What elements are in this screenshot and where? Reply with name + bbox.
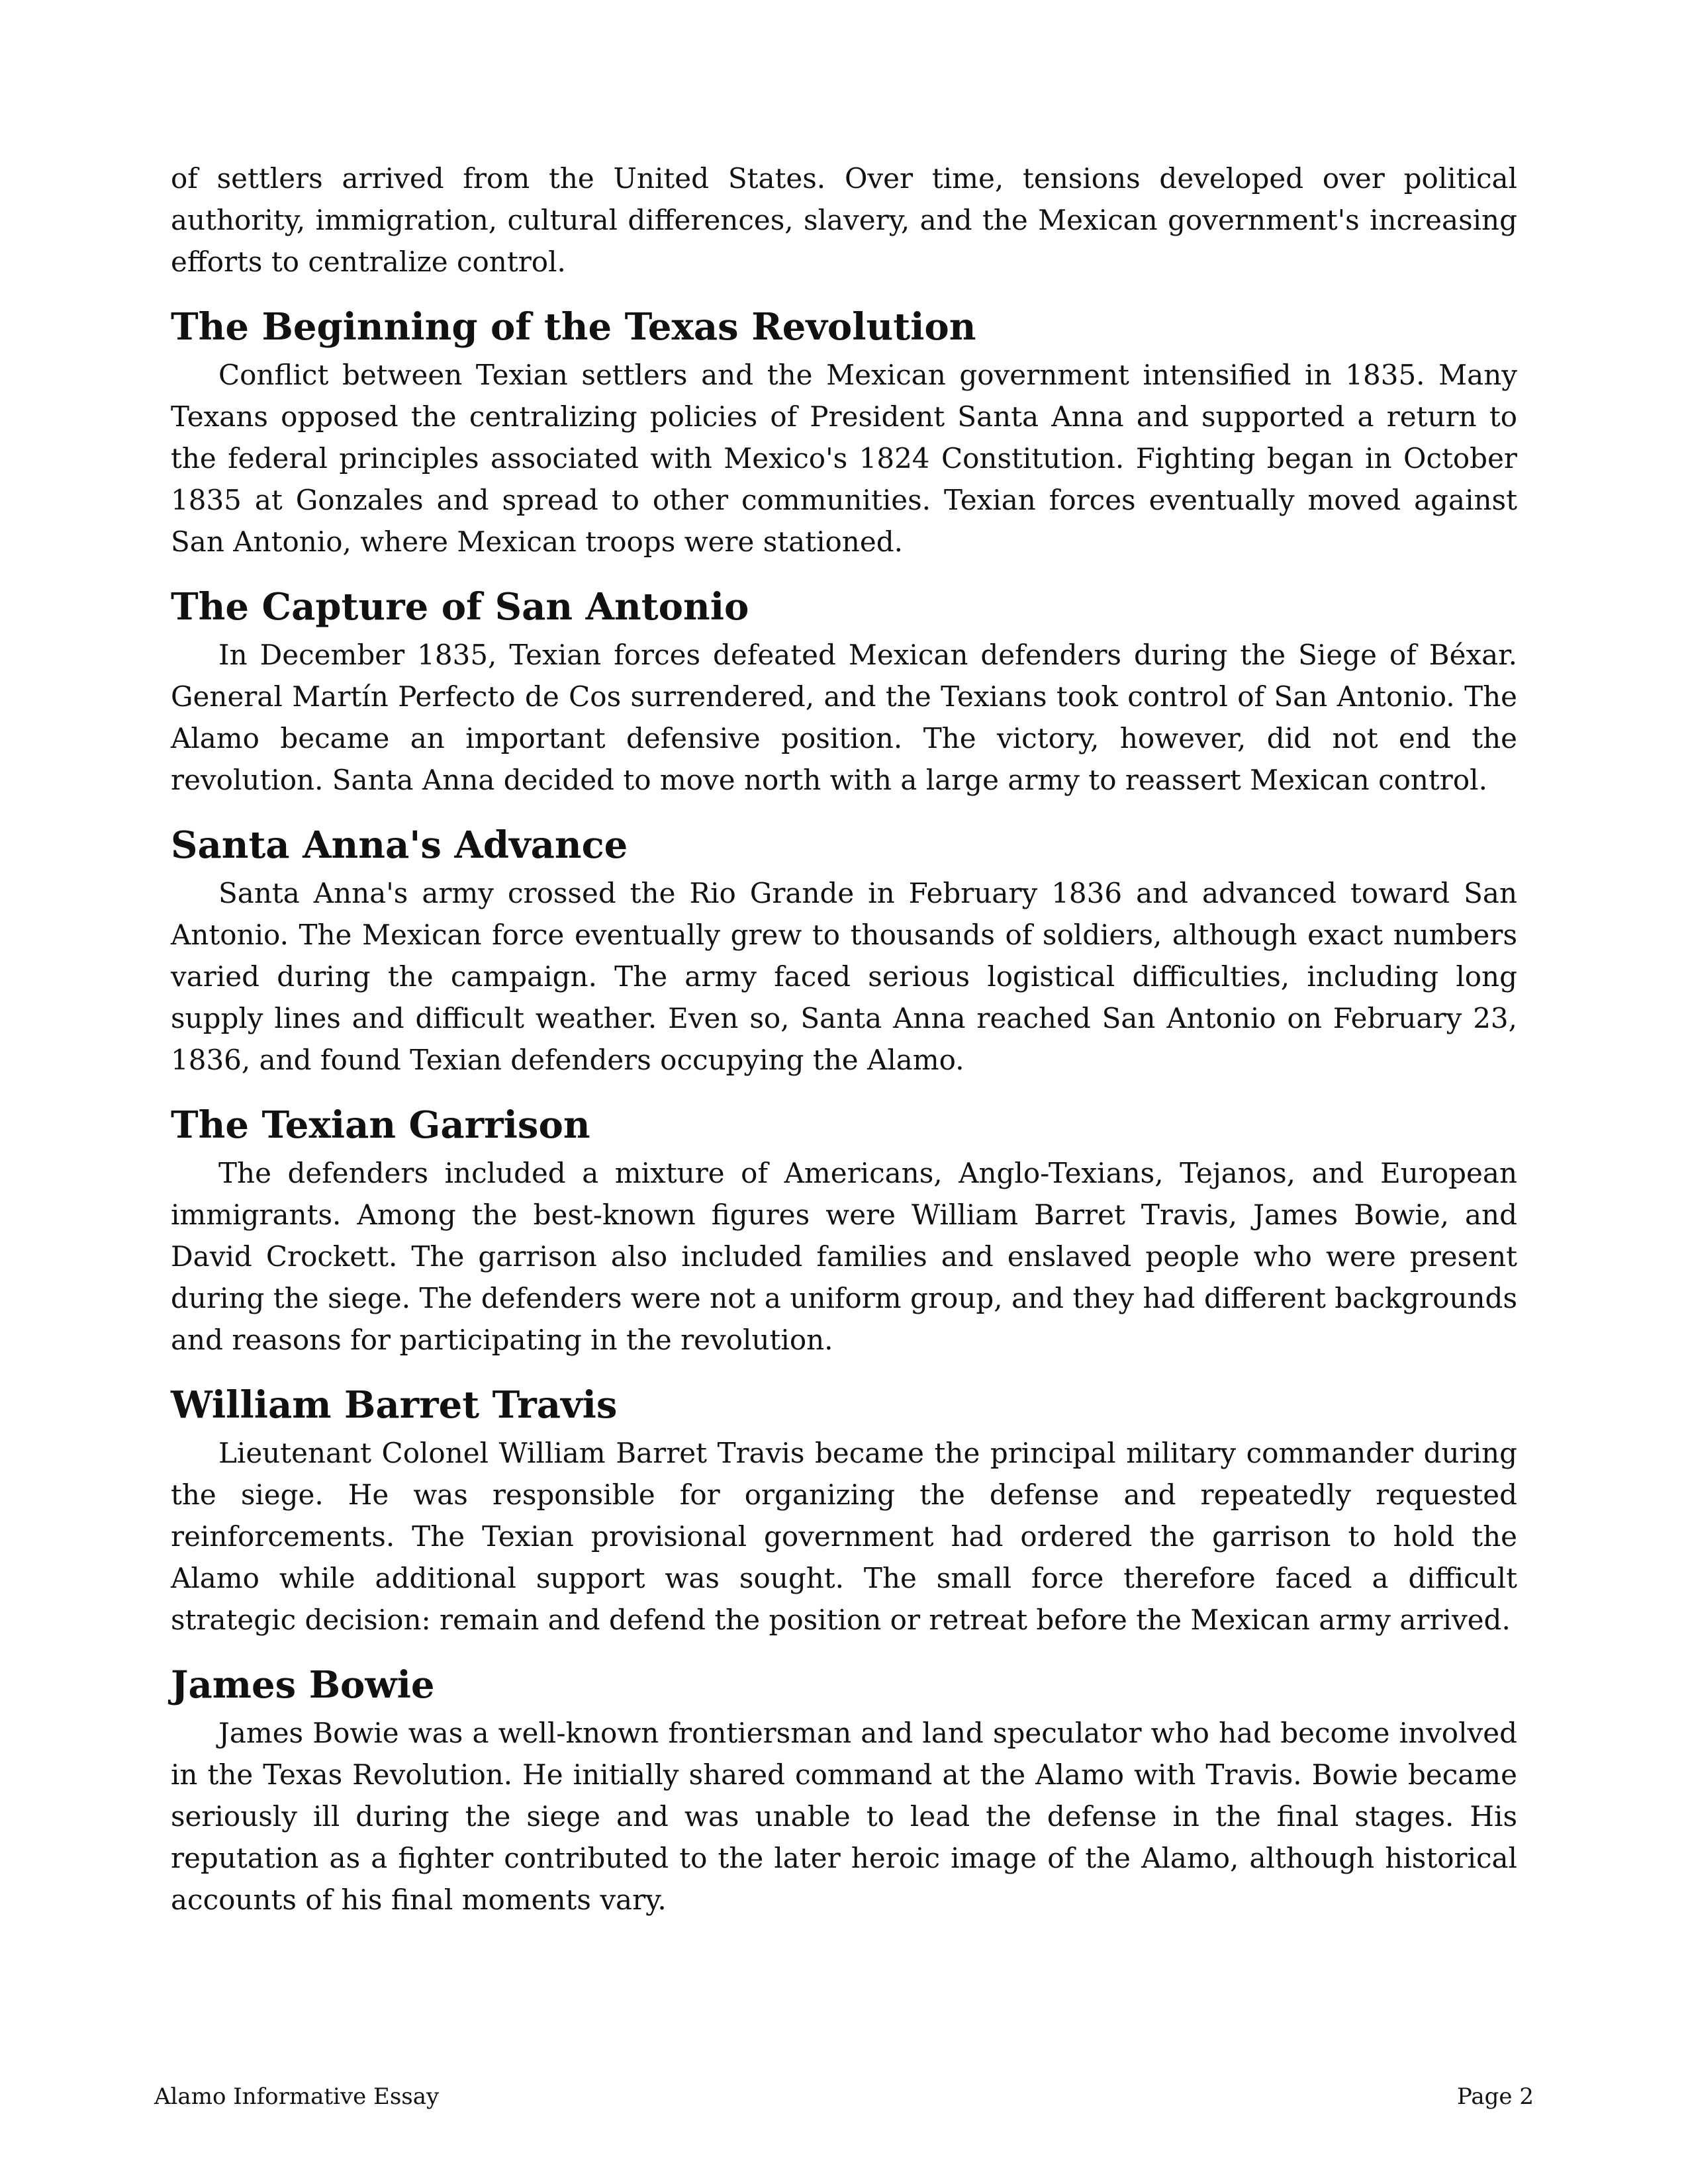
section-heading-texian-garrison: The Texian Garrison — [171, 1103, 590, 1147]
section-heading-santa-anna-advance: Santa Anna's Advance — [171, 823, 628, 867]
footer-document-title: Alamo Informative Essay — [154, 2083, 440, 2110]
section-body-texas-revolution: Conflict between Texian settlers and the Mexican government intensified in 1835. Many Texans opposed the centralizing policies of President Santa Anna and supported a return to the federal principles associated with Mexico's 1824 Constitution. Fighting began in October 1835 at Gonzales and spread to other communities. Texian forces eventually moved against San Antonio, where Mexican troops were stationed. — [171, 359, 1517, 558]
section-body-santa-anna-advance: Santa Anna's army crossed the Rio Grande in February 1836 and advanced toward San Antonio. The Mexican force eventually grew to thousands of soldiers, although exact numbers varied during the campaign. The army faced serious logistical difficulties, including long supply lines and difficult weather. Even so, Santa Anna reached San Antonio on February 23, 1836, and found Texian defenders occupying the Alamo. — [171, 877, 1517, 1076]
section-heading-capture-san-antonio: The Capture of San Antonio — [171, 585, 749, 629]
intro-continuation-paragraph: of settlers arrived from the United States. Over time, tensions developed over political authority, immigration, cultural differences, slavery, and the Mexican government's increasing efforts to centralize control. — [171, 162, 1517, 278]
document-body — [171, 158, 1517, 1921]
section-heading-travis: William Barret Travis — [171, 1383, 618, 1427]
section-heading-texas-revolution: The Beginning of the Texas Revolution — [171, 305, 976, 349]
section-body-texian-garrison: The defenders included a mixture of Americans, Anglo-Texians, Tejanos, and European immigrants. Among the best-known figures were William Barret Travis, James Bowie, and David Crockett. The garrison also included families and enslaved people who were present during the siege. The defenders were not a uniform group, and they had different backgrounds and reasons for participating in the revolution. — [171, 1157, 1517, 1356]
footer-page-number: Page 2 — [1457, 2083, 1534, 2110]
section-heading-bowie: James Bowie — [171, 1663, 435, 1707]
section-body-capture-san-antonio: In December 1835, Texian forces defeated Mexican defenders during the Siege of Béxar. General Martín Perfecto de Cos surrendered, and the Texians took control of San Antonio. The Alamo became an important defensive position. The victory, however, did not end the revolution. Santa Anna decided to move north with a large army to reassert Mexican control. — [171, 639, 1517, 796]
section-body-travis: Lieutenant Colonel William Barret Travis became the principal military commander during the siege. He was responsible for organizing the defense and repeatedly requested reinforcements. The Texian provisional government had ordered the garrison to hold the Alamo while additional support was sought. The small force therefore faced a difficult strategic decision: remain and defend the position or retreat before the Mexican army arrived. — [171, 1437, 1517, 1636]
section-body-bowie: James Bowie was a well-known frontiersman and land speculator who had become involved in the Texas Revolution. He initially shared command at the Alamo with Travis. Bowie became seriously ill during the siege and was unable to lead the defense in the final stages. His reputation as a fighter contributed to the later heroic image of the Alamo, although historical accounts of his final moments vary. — [171, 1717, 1517, 1916]
